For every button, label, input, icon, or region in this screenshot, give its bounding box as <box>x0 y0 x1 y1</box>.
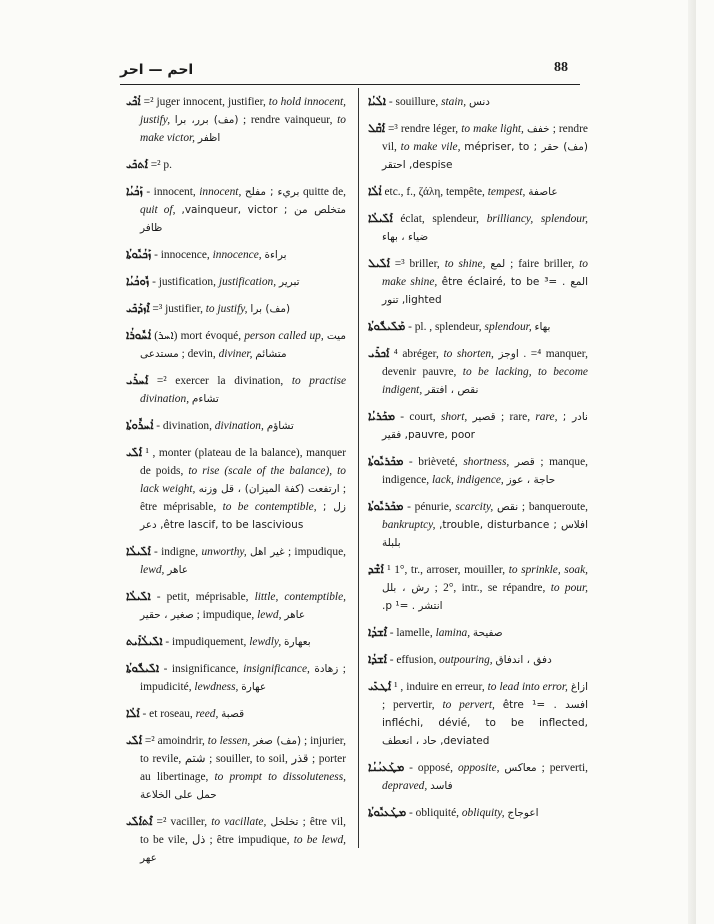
english-gloss: to sprinkle, soak, <box>508 564 588 576</box>
dictionary-entry <box>126 632 346 651</box>
french-gloss: - pl. , splendeur, <box>408 321 485 333</box>
dictionary-entry <box>368 803 588 822</box>
arabic-gloss: قصير <box>472 411 496 423</box>
dictionary-entry <box>368 209 588 246</box>
arabic-gloss-2: انتشر . =¹ p. <box>382 600 443 612</box>
dictionary-entry <box>126 731 346 804</box>
french-gloss: - effusion, <box>389 654 440 666</box>
english-gloss-2: to pervert, <box>442 699 495 711</box>
english-gloss: to lead into error, <box>487 681 568 693</box>
arabic-gloss: قصبة <box>221 708 245 720</box>
english-gloss: tempest, <box>487 186 526 198</box>
syriac-headword: ܐܰܠܳܐ <box>126 706 140 720</box>
arabic-gloss-2: نادر ; pauvre, poor, فقير <box>382 411 588 441</box>
arabic-gloss: ازاغ <box>570 681 588 693</box>
french-gloss: =³ justifier, <box>152 303 206 315</box>
english-gloss: lamina, <box>435 627 471 639</box>
dictionary-entry <box>126 587 346 624</box>
dictionary-entry <box>126 326 346 363</box>
english-gloss: stain, <box>441 96 467 108</box>
syriac-headword: ܐܰܠܺܝ <box>126 733 142 747</box>
french-gloss-2: ; 2°, intr., se répandre, <box>434 582 551 594</box>
arabic-gloss: صفيحة <box>472 627 503 639</box>
french-gloss-2: ; rendre vil, <box>382 123 588 153</box>
syriac-headword: ܐܶܙܕܰܟܺܝ <box>126 301 150 315</box>
syriac-headword: ܙܰܟܳܝܳܐ <box>126 184 143 198</box>
syriac-headword: ܐܠܺܝܠܽܘܬܳܐ <box>126 661 160 675</box>
arabic-gloss: (مف) صغر <box>253 735 302 747</box>
syriac-headword: ܐܰܬܟܺܝ <box>126 157 148 171</box>
french-gloss-2: ; banqueroute, <box>521 501 588 513</box>
syriac-headword: ܡܛܰܥܝܽܘܬܳܐ <box>368 805 407 819</box>
french-gloss: - impudiquement, <box>165 636 250 648</box>
english-gloss: justification, <box>218 276 277 288</box>
arabic-gloss: تشاءم <box>191 393 219 405</box>
arabic-gloss-2: عهارة <box>241 681 267 693</box>
english-gloss-2: diviner, <box>218 348 253 360</box>
arabic-gloss: ضياء ، بهاء <box>382 231 429 243</box>
french-gloss: - souillure, <box>388 96 442 108</box>
english-gloss: scarcity, <box>455 501 494 513</box>
english-gloss: obliquity, <box>461 807 505 819</box>
arabic-gloss: زهادة <box>314 663 339 675</box>
french-gloss: - lamelle, <box>389 627 436 639</box>
dictionary-entry <box>368 119 588 174</box>
french-gloss: =³ rendre léger, <box>387 123 462 135</box>
french-gloss-2: ; perverti, <box>541 762 588 774</box>
dictionary-entry <box>368 317 588 336</box>
arabic-gloss: دفق ، اندفاق <box>495 654 552 666</box>
syriac-headword: ܐܠܺܝܠܳܐܺܝܬ <box>126 634 163 648</box>
english-gloss-2: depraved, <box>382 780 428 792</box>
arabic-gloss: خفف <box>526 123 550 135</box>
french-gloss: =² amoindrir, <box>144 735 208 747</box>
dictionary-entry <box>126 443 346 534</box>
french-gloss-2: ; être vil, to be vile, ذل ; être impudique, <box>140 816 347 846</box>
french-gloss: (ܐܚܪ) mort évoqué, <box>154 330 245 342</box>
arabic-gloss: (مف) برر، برا <box>174 114 239 126</box>
running-head-title: ﺍﺣﻢ — ﺍﺣﺮ <box>120 62 194 78</box>
english-gloss-2: lack, indigence, <box>431 474 504 486</box>
arabic-gloss-2: (مف) حقر ; mépriser, to despise, احتقر <box>382 141 588 171</box>
arabic-gloss-2: عاهر <box>167 564 189 576</box>
french-gloss: - obliquité, <box>409 807 462 819</box>
dictionary-entry <box>368 254 588 309</box>
dictionary-entry <box>368 650 588 669</box>
english-gloss: outpouring, <box>439 654 493 666</box>
dictionary-entry <box>368 758 588 795</box>
english-gloss: to shorten, <box>443 348 494 360</box>
running-head <box>120 60 580 80</box>
syriac-headword: ܙܽܘܟܳܝܳܐ <box>126 274 150 288</box>
arabic-gloss: ارتفعت (كفة الميزان) ، قل وزنه <box>198 483 340 495</box>
english-gloss-2: to be lewd, <box>293 834 346 846</box>
english-gloss-2: to be lacking, to become indigent, <box>382 366 588 396</box>
arabic-gloss: بهاء <box>534 321 551 333</box>
english-gloss: lewdly, <box>249 636 282 648</box>
english-gloss: innocence, <box>212 249 262 261</box>
english-gloss: to shine, <box>444 258 486 270</box>
english-gloss-2: to make shine, <box>382 258 589 288</box>
arabic-gloss: (مف) برا <box>250 303 291 315</box>
right-column <box>368 92 588 830</box>
arabic-gloss-2: متشائم <box>255 348 287 360</box>
arabic-gloss: اوجز <box>498 348 519 360</box>
french-gloss: - justification, <box>152 276 219 288</box>
french-gloss: - et roseau, <box>142 708 196 720</box>
french-gloss-2: ; manque, indigence, <box>382 456 588 486</box>
arabic-gloss-2: المع . =³ être éclairé, to be lighted, تنور <box>382 276 588 306</box>
french-gloss: =³ briller, <box>394 258 445 270</box>
dictionary-entry <box>126 542 346 579</box>
english-gloss: shortness, <box>463 456 510 468</box>
arabic-gloss-2: افلاس ; trouble, disturbance, بلبلة <box>382 519 588 549</box>
english-gloss: to practise divination, <box>140 375 346 405</box>
left-column <box>126 92 346 875</box>
arabic-gloss: بعهارة <box>284 636 311 648</box>
arabic-gloss: غير اهل <box>250 546 285 558</box>
syriac-headword: ܡܟܰܪܝܽܘܬܳܐ <box>368 454 404 468</box>
french-gloss-2: ; pervertir, <box>382 699 443 711</box>
english-gloss: to vacillate, <box>211 816 267 828</box>
french-gloss: ⁴ abréger, <box>393 348 444 360</box>
arabic-gloss: رش ، بلل <box>382 582 430 594</box>
syriac-headword: ܐܶܫܕܳܐ <box>368 625 387 639</box>
french-gloss: ¹ , monter (plateau de la balance), manquer de poids, <box>140 447 346 477</box>
syriac-headword: ܐܰܫܶܕ <box>368 562 384 576</box>
arabic-gloss: دنس <box>468 96 490 108</box>
dictionary-entry <box>368 182 588 201</box>
french-gloss: - court, <box>400 411 441 423</box>
dictionary-entry <box>368 452 588 489</box>
english-gloss-2: lewd, <box>140 564 165 576</box>
dictionary-entry <box>126 416 346 435</box>
english-gloss: opposite, <box>457 762 500 774</box>
dictionary-entry <box>126 155 346 174</box>
arabic-gloss: قصر <box>514 456 535 468</box>
arabic-gloss: تبرير <box>278 276 300 288</box>
arabic-gloss-2: فاسد <box>430 780 453 792</box>
french-gloss: ¹ 1°, tr., arroser, mouiller, <box>387 564 509 576</box>
dictionary-entry <box>126 272 346 291</box>
dictionary-entry <box>368 92 588 111</box>
french-gloss: ¹ , induire en erreur, <box>394 681 488 693</box>
french-gloss: - opposé, <box>409 762 458 774</box>
arabic-gloss-2: حمل على الخلاعة <box>140 789 217 801</box>
dictionary-entry <box>126 371 346 408</box>
english-gloss: person called up, <box>244 330 324 342</box>
french-gloss: etc., f., ζάλη, tempête, <box>384 186 488 198</box>
english-gloss: divination, <box>214 420 264 432</box>
arabic-gloss: بريء ; مفلح <box>244 186 300 198</box>
dictionary-entry <box>368 677 588 750</box>
column-divider <box>358 88 359 848</box>
syriac-headword: ܐܳܚܪܽܘܬܳܐ <box>126 418 154 432</box>
syriac-headword: ܐܰܠܺܝܠܳܐ <box>368 211 393 225</box>
french-gloss: - innocent, <box>146 186 200 198</box>
syriac-headword: ܐܳܚܽܘܪܳܐ <box>126 328 152 342</box>
english-gloss: short, <box>440 411 468 423</box>
syriac-headword: ܐܰܚܪܺܝ <box>126 373 149 387</box>
english-gloss-2: to make vile, <box>400 141 461 153</box>
english-gloss: to hold innocent, justify, <box>140 96 346 126</box>
arabic-gloss: معاكس <box>504 762 537 774</box>
english-gloss: to rise (scale of the balance), to lack weight, <box>140 465 346 495</box>
dictionary-entry <box>126 92 346 147</box>
syriac-headword: ܐܰܠܺܝܠܳܐ <box>126 544 151 558</box>
english-gloss-2: to prompt to dissoluteness, <box>214 771 346 783</box>
english-gloss-2: bankruptcy, <box>382 519 436 531</box>
french-gloss: - insignificance, <box>163 663 244 675</box>
syriac-headword: ܐܳܟܶܝ <box>126 94 141 108</box>
arabic-gloss-2: عهر <box>140 852 157 864</box>
english-gloss-2: lewdness, <box>194 681 239 693</box>
english-gloss-2: rare, <box>535 411 558 423</box>
french-gloss-2: quitte de, <box>302 186 346 198</box>
french-gloss-2: ; rare, <box>501 411 536 423</box>
arabic-gloss-2: نقص ، افتقر <box>425 384 479 396</box>
syriac-headword: ܐܰܩܶܠ <box>368 121 385 135</box>
dictionary-entry <box>126 659 346 696</box>
arabic-gloss: تشاؤم <box>266 420 294 432</box>
english-gloss: little, contemptible, <box>254 591 346 603</box>
arabic-gloss-2: افسد . =¹ être infléchi, dévié, to be inflected, deviated, حاد ، انعطف <box>382 699 588 747</box>
french-gloss: =² vaciller, <box>156 816 212 828</box>
french-gloss-2: ; impudique, <box>196 609 258 621</box>
english-gloss: to make light, <box>461 123 524 135</box>
french-gloss-2: ; impudique, <box>287 546 346 558</box>
english-gloss: to lessen, <box>207 735 251 747</box>
french-gloss-2: ; impudicité, <box>140 663 346 693</box>
english-gloss-2: quit of, <box>140 204 176 216</box>
dictionary-entry <box>368 497 588 552</box>
syriac-headword: ܡܟܰܪܝܳܐ <box>368 409 395 423</box>
page-number: 88 <box>554 60 568 75</box>
dictionary-entry <box>126 812 346 867</box>
french-gloss: =² exercer la divination, <box>156 375 292 387</box>
english-gloss: reed, <box>195 708 219 720</box>
syriac-headword: ܐܠܳܝܳܐ <box>368 94 387 108</box>
arabic-gloss: براءة <box>264 249 287 261</box>
arabic-gloss: ميت مستدعى <box>140 330 346 360</box>
syriac-headword: ܐܰܟܪܺܝ <box>368 346 390 360</box>
syriac-headword: ܐܰܛܥܺܝ <box>368 679 392 693</box>
dictionary-entry <box>368 560 588 615</box>
arabic-gloss-2: اظفر <box>197 132 221 144</box>
french-gloss: - petit, méprisable, <box>156 591 255 603</box>
dictionary-entry <box>126 704 346 723</box>
french-gloss: éclat, splendeur, <box>400 213 487 225</box>
english-gloss-2: to pour, <box>550 582 588 594</box>
arabic-gloss-2: حاجة ، عوز <box>506 474 556 486</box>
syriac-headword: ܐܰܠܺܝ <box>126 445 142 459</box>
header-rule <box>120 84 580 85</box>
syriac-headword: ܡܟܰܪܝܽܘܬܳܐ <box>368 499 404 513</box>
english-gloss: brilliancy, splendour, <box>486 213 588 225</box>
english-gloss: innocent, <box>199 186 242 198</box>
dictionary-entry <box>126 182 346 237</box>
french-gloss: - innocence, <box>154 249 213 261</box>
english-gloss-2: to be contemptible, <box>222 501 317 513</box>
syriac-headword: ܐܶܬܐܰܠܺܝ <box>126 814 153 828</box>
english-gloss-2: lewd, <box>257 609 282 621</box>
french-gloss: =² p. <box>150 159 172 171</box>
french-gloss: =² juger innocent, justifier, <box>143 96 269 108</box>
english-gloss-2: to make victor, <box>140 114 346 144</box>
dictionary-entry <box>126 245 346 264</box>
arabic-gloss: نقص <box>497 501 519 513</box>
syriac-headword: ܐܰܠܺܝܠ <box>368 256 390 270</box>
arabic-gloss: عاصفة <box>528 186 558 198</box>
arabic-gloss-2: عاهر <box>284 609 306 621</box>
arabic-gloss: صغير ، حقير <box>140 609 194 621</box>
syriac-headword: ܙܰܟܳܝܽܘܬܳܐ <box>126 247 152 261</box>
page-edge-shadow <box>688 0 696 924</box>
english-gloss: insignificance, <box>243 663 310 675</box>
french-gloss: - divination, <box>156 420 215 432</box>
french-gloss-2: . =⁴ manquer, devenir pauvre, <box>382 348 588 378</box>
english-gloss: splendour, <box>484 321 532 333</box>
syriac-headword: ܡܛܰܥܝܳܢܳܐ <box>368 760 405 774</box>
english-gloss: to justify, <box>205 303 248 315</box>
french-gloss: - pénurie, <box>407 501 456 513</box>
french-gloss-2: ; devin, <box>181 348 219 360</box>
arabic-gloss: اعوجاج <box>507 807 539 819</box>
french-gloss: - brièveté, <box>408 456 464 468</box>
dictionary-entry <box>368 344 588 399</box>
arabic-gloss: تخلخل <box>270 816 299 828</box>
french-gloss-2: ; faire briller, <box>510 258 580 270</box>
syriac-headword: ܐܳܠܳܐ <box>368 184 382 198</box>
french-gloss-2: ; injurier, to revile, شتم ; souiller, to soil, قذر ; porter au libertinage, <box>140 735 346 783</box>
french-gloss-2: ; être méprisable, <box>140 483 346 513</box>
syriac-headword: ܐܠܺܝܠܳܐ <box>126 589 151 603</box>
syriac-headword: ܐܰܫܕܳܐ <box>368 652 387 666</box>
dictionary-entry <box>126 299 346 318</box>
dictionary-entry <box>368 407 588 444</box>
french-gloss-2: ; rendre vainqueur, <box>243 114 338 126</box>
dictionary-entry <box>368 623 588 642</box>
arabic-gloss: لمع <box>490 258 506 270</box>
english-gloss: unworthy, <box>201 546 247 558</box>
arabic-gloss-2: متخلص من ; vainqueur, victor, ظافر <box>140 204 347 234</box>
french-gloss: - indigne, <box>154 546 202 558</box>
syriac-headword: ܡܰܠܺܝܠܽܘܬܳܐ <box>368 319 406 333</box>
arabic-gloss-2: زل ; être lascif, to be lascivious, دعر <box>140 501 346 531</box>
